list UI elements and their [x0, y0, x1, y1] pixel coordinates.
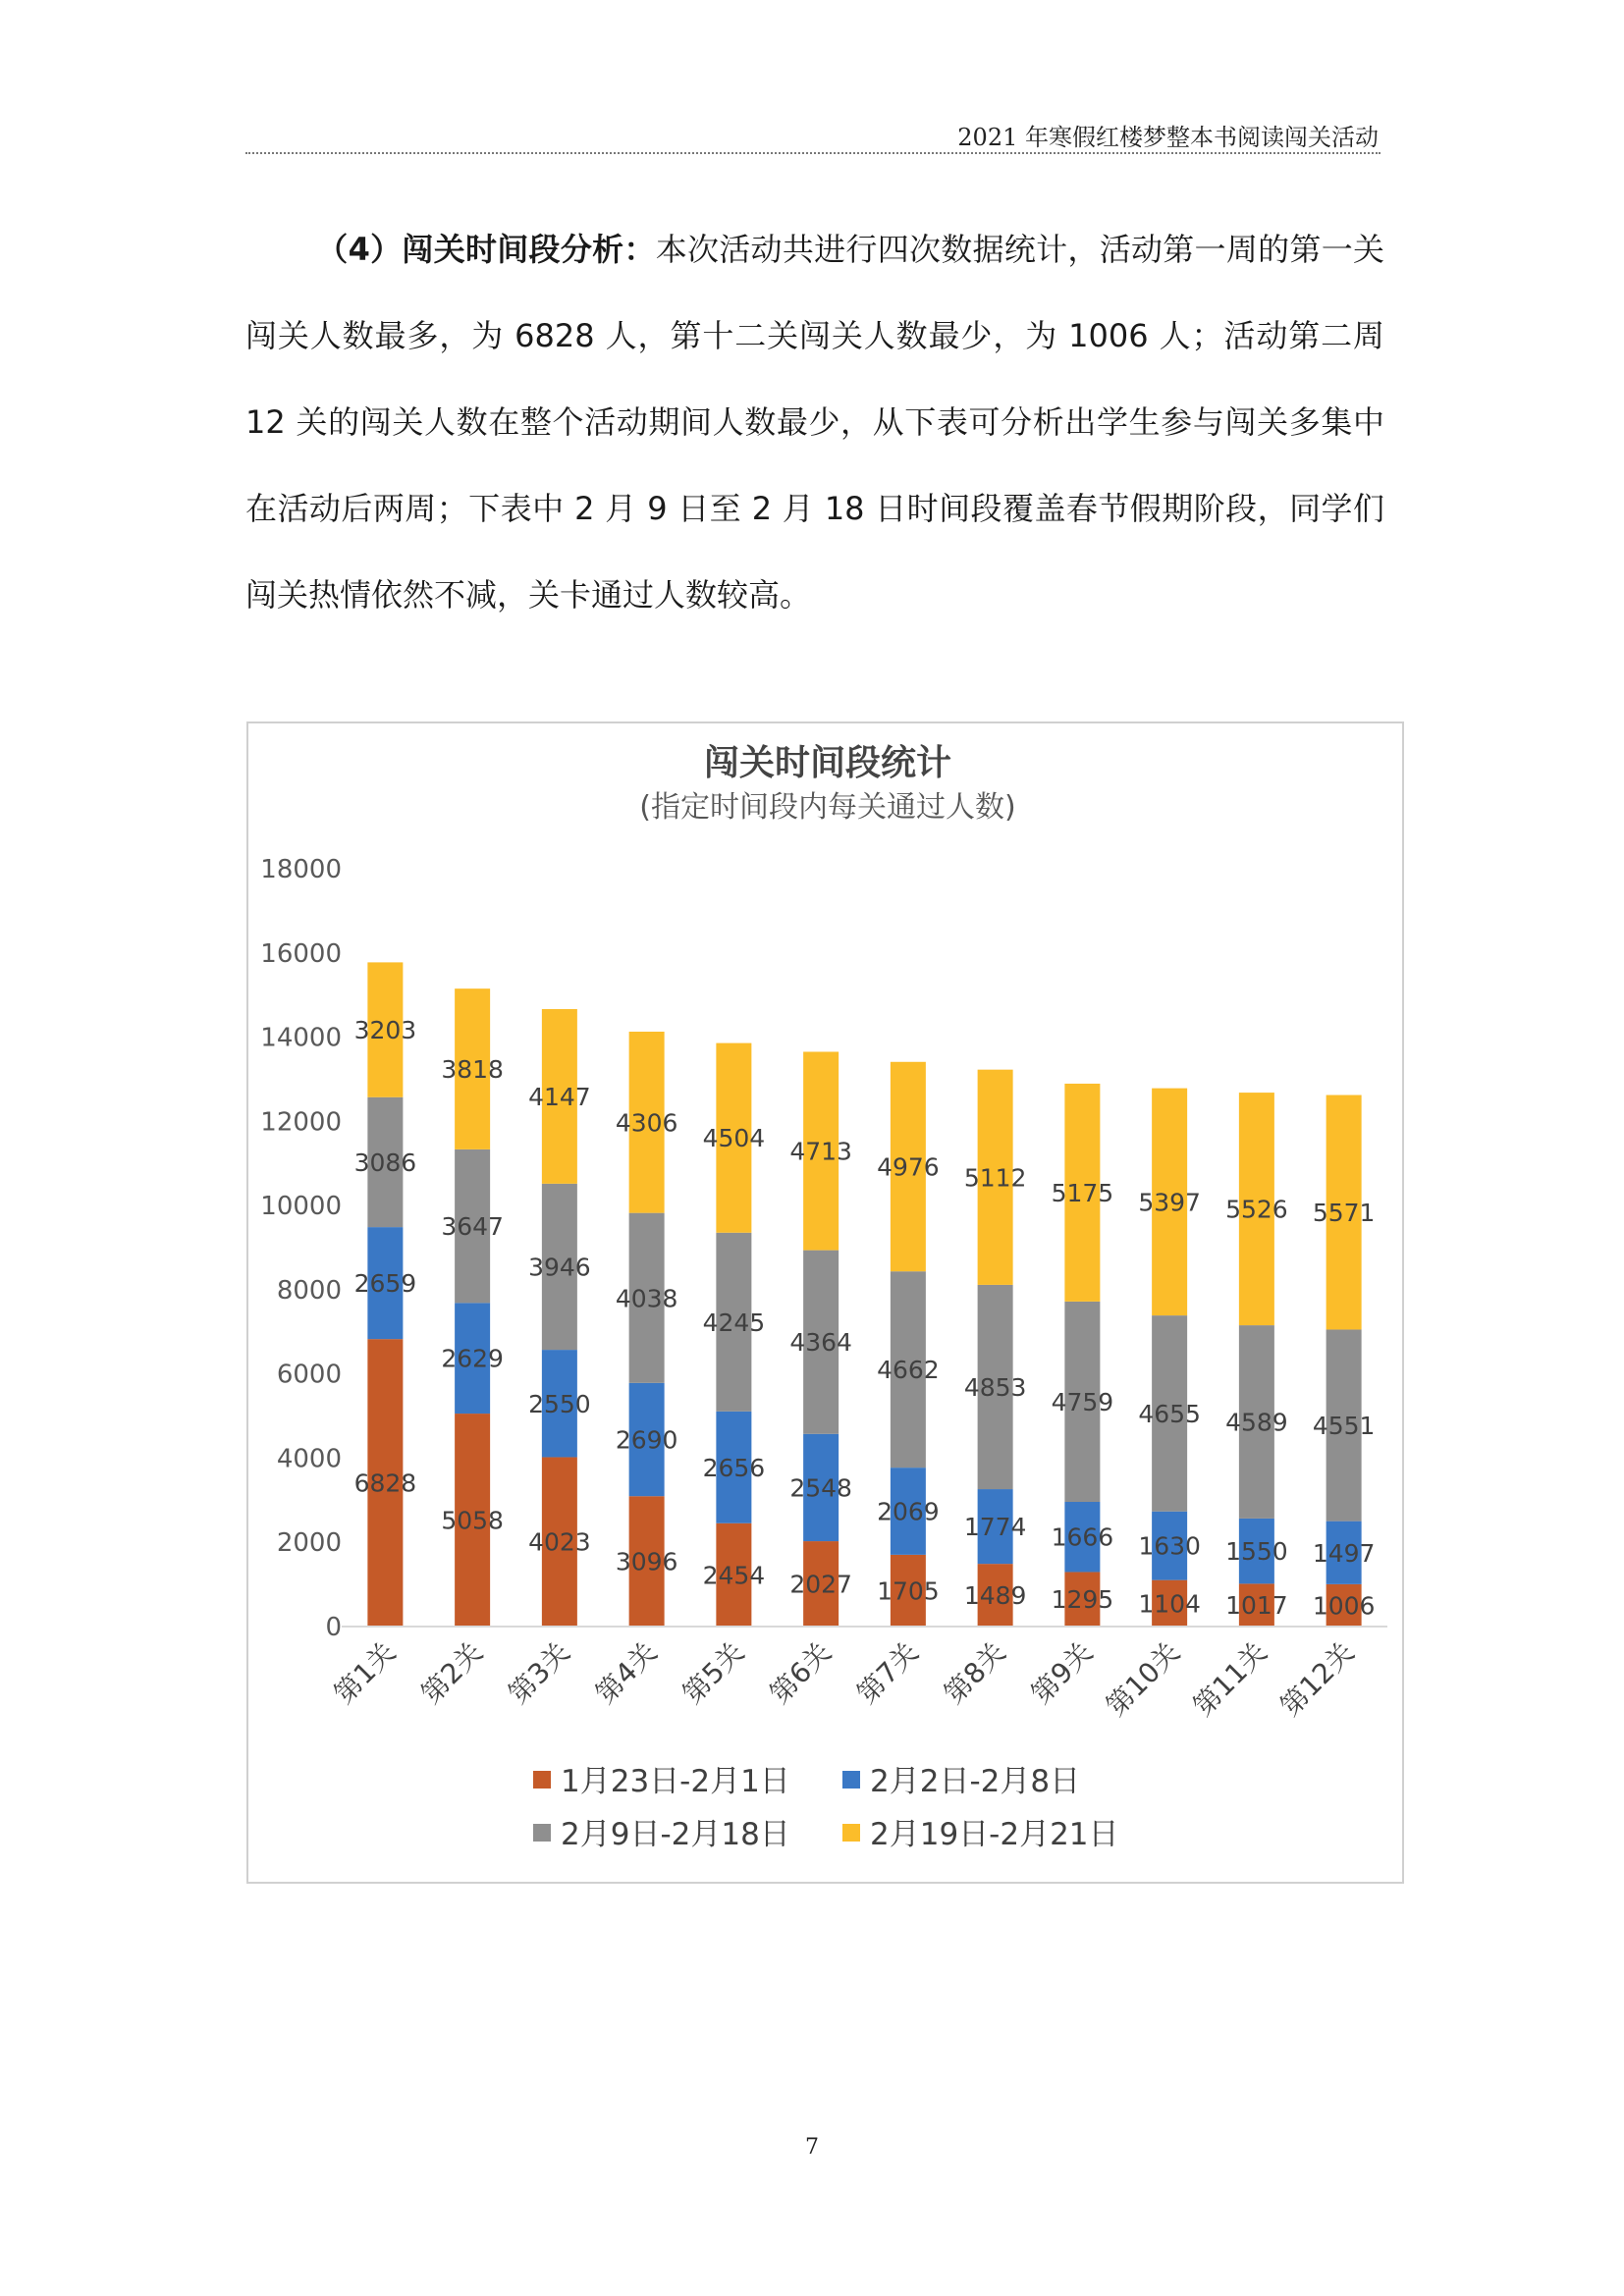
- paragraph-lead: （4）闯关时间段分析：: [316, 231, 656, 268]
- data-label: 1705: [877, 1576, 940, 1606]
- header-divider: [245, 152, 1380, 154]
- legend-swatch: [533, 1824, 551, 1842]
- data-label: 4589: [1225, 1408, 1288, 1437]
- data-label: 2550: [528, 1389, 591, 1418]
- data-label: 5112: [963, 1163, 1027, 1193]
- data-label: 5526: [1225, 1195, 1288, 1224]
- data-label: 2629: [441, 1344, 504, 1373]
- y-tick-label: 16000: [260, 938, 342, 969]
- data-label: 4853: [963, 1372, 1027, 1402]
- page-number: 7: [805, 2135, 819, 2160]
- data-label: 6828: [353, 1468, 417, 1498]
- data-label: 4655: [1138, 1399, 1201, 1428]
- legend-label: 2月19日-2月21日: [870, 1817, 1119, 1852]
- data-label: 4662: [877, 1356, 940, 1385]
- bars-group: [354, 962, 1376, 1627]
- data-label: 5175: [1051, 1178, 1114, 1207]
- chart-frame: [246, 721, 1404, 1884]
- data-label: 4147: [528, 1082, 591, 1111]
- data-label: 4038: [615, 1284, 678, 1313]
- x-tick-label: 第8关: [938, 1635, 1012, 1711]
- data-label: 3818: [441, 1055, 504, 1085]
- paragraph-text: 本次活动共进行四次数据统计，活动第一周的第一关闯关人数最多，为 6828 人，第十二关闯关人数最少，为 1006 人；活动第二周 12 关的闯关人数在整个活动期间人数最少，从下表可分析出学生参与闯关多集中在活动后两周；下表中 2 月 9 日至 2 月 18 日时间段覆盖春节假期阶段，同学们闯关热情依然不减，关卡通过人数较高。: [245, 231, 1384, 614]
- y-tick-label: 8000: [276, 1275, 342, 1306]
- data-label: 5397: [1138, 1188, 1201, 1217]
- data-label: 2027: [789, 1570, 852, 1599]
- data-label: 4306: [615, 1108, 678, 1138]
- data-label: 3647: [441, 1212, 504, 1242]
- x-tick-label: 第6关: [763, 1635, 839, 1711]
- y-tick-label: 18000: [260, 855, 342, 884]
- data-label: 1006: [1312, 1591, 1376, 1621]
- data-label: 2548: [789, 1473, 852, 1503]
- data-label: 5058: [441, 1506, 504, 1535]
- body-paragraph: [245, 206, 1384, 638]
- data-label: 3203: [353, 1016, 417, 1045]
- chart-title: 闯关时间段统计: [703, 743, 952, 783]
- x-tick-label: 第1关: [327, 1635, 403, 1711]
- data-label: 1489: [963, 1581, 1027, 1611]
- y-tick-label: 12000: [260, 1107, 342, 1138]
- x-axis: [328, 1627, 1387, 1723]
- data-label: 1104: [1138, 1589, 1201, 1619]
- y-axis: [260, 855, 342, 1642]
- data-label: 4364: [789, 1328, 852, 1358]
- data-label: 1497: [1312, 1538, 1376, 1568]
- chart-subtitle: (指定时间段内每关通过人数): [639, 790, 1016, 825]
- data-label: 4759: [1051, 1387, 1114, 1416]
- data-label: 1017: [1225, 1591, 1288, 1621]
- data-label: 4976: [877, 1152, 940, 1182]
- x-tick-label: 第3关: [502, 1635, 576, 1711]
- y-tick-label: 4000: [276, 1444, 342, 1474]
- x-tick-label: 第4关: [589, 1635, 664, 1711]
- data-label: 4245: [702, 1308, 766, 1337]
- data-label: 1550: [1225, 1537, 1288, 1567]
- stacked-bar-chart: [248, 723, 1406, 1886]
- data-label: 1295: [1051, 1585, 1114, 1615]
- legend-label: 2月2日-2月8日: [870, 1764, 1081, 1799]
- y-tick-label: 6000: [276, 1360, 342, 1390]
- x-tick-label: 第2关: [414, 1635, 490, 1711]
- data-label: 4713: [789, 1137, 852, 1166]
- data-label: 2454: [702, 1561, 766, 1590]
- data-label: 4551: [1312, 1412, 1376, 1441]
- legend-label: 2月9日-2月18日: [561, 1817, 790, 1852]
- legend: [533, 1764, 1119, 1852]
- y-tick-label: 2000: [276, 1528, 342, 1559]
- y-tick-label: 10000: [260, 1192, 342, 1222]
- data-label: 4504: [702, 1124, 766, 1153]
- data-label: 5571: [1312, 1198, 1376, 1227]
- data-label: 4023: [528, 1527, 591, 1557]
- x-tick-label: 第10关: [1099, 1635, 1187, 1723]
- x-tick-label: 第11关: [1186, 1635, 1273, 1723]
- x-tick-label: 第7关: [850, 1635, 925, 1711]
- data-label: 2656: [702, 1453, 766, 1482]
- data-label: 2659: [353, 1269, 417, 1299]
- data-label: 2069: [877, 1497, 940, 1526]
- data-label: 3096: [615, 1547, 678, 1576]
- x-tick-label: 第5关: [676, 1635, 751, 1711]
- legend-swatch: [533, 1771, 551, 1789]
- x-tick-label: 第9关: [1024, 1635, 1100, 1711]
- y-tick-label: 14000: [260, 1023, 342, 1053]
- data-label: 3086: [353, 1148, 417, 1177]
- header-title: 2021 年寒假红楼梦整本书阅读闯关活动: [957, 124, 1379, 151]
- legend-label: 1月23日-2月1日: [561, 1764, 790, 1799]
- x-tick-label: 第12关: [1273, 1635, 1361, 1723]
- data-label: 3946: [528, 1253, 591, 1282]
- y-tick-label: 0: [325, 1613, 342, 1642]
- legend-swatch: [842, 1771, 860, 1789]
- data-label: 1666: [1051, 1522, 1114, 1552]
- data-label: 1630: [1138, 1531, 1201, 1561]
- legend-swatch: [842, 1824, 860, 1842]
- data-label: 1774: [963, 1513, 1027, 1542]
- data-label: 2690: [615, 1425, 678, 1455]
